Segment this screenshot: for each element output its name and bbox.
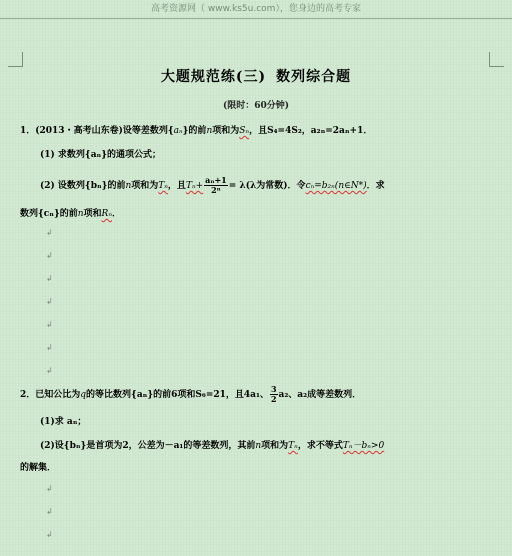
q2-stem: 2．已知公比为q的等比数列{aₙ}的前6项和S₆=21，且4a₁、 $\frac{3}{2}$ a₂、a₂成等差数列． [20,384,362,404]
paragraph-mark: ↲ [46,530,53,539]
paragraph-mark: ↲ [46,297,53,306]
page-title [0,66,512,86]
q1-part2-cont: 数列{cₙ}的前n项和Rₙ． [20,209,121,219]
q2-part2: (2)设{bₙ}是首项为2，公差为－a₁的等差数列，其前n项和为Tₙ，求不等式Tₙ－bₙ>0 [40,441,385,451]
q1-stem: 1．(2013・高考山东卷)设等差数列{aₙ}的前n项和为Sₙ，且S₄=4S₂，a₂ₙ=2aₙ+1． [20,126,373,136]
time-limit: (限时：60分钟) [222,101,290,111]
q1-part2: (2) 设数列{bₙ}的前n项和为Tₙ，且Tₙ+ $\frac{\text{aₙ+1}}{\text{2ⁿ}}$ = λ(λ为常数)．令cₙ=b₂ₙ(n∈N*)．求 [40,175,385,195]
paragraph-mark: ↲ [46,228,53,237]
q2-part2-cont: 的解集． [20,463,57,473]
paragraph-mark: ↲ [46,343,53,352]
paragraph-mark: ↲ [46,274,53,283]
page-header: 高考资源网（ www.ks5u.com），您身边的高考专家 [151,4,361,14]
header-divider [0,18,512,19]
margin-corner-left [8,52,23,67]
title-main: 大题规范练(三) [160,69,267,85]
paragraph-mark: ↲ [46,251,53,260]
q2-part1: (1)求 aₙ； [40,417,87,427]
q1-part1: (1) 求数列{aₙ}的通项公式； [40,150,161,160]
paragraph-mark: ↲ [46,366,53,375]
fraction: $\frac{3}{2}$ [270,384,277,404]
paragraph-mark: ↲ [46,484,53,493]
paragraph-mark: ↲ [46,507,53,516]
title-topic: 数列综合题 [276,69,352,85]
margin-corner-right [489,52,504,67]
fraction: $\frac{\text{aₙ+1}}{\text{2ⁿ}}$ [205,175,227,195]
paragraph-mark: ↲ [46,320,53,329]
